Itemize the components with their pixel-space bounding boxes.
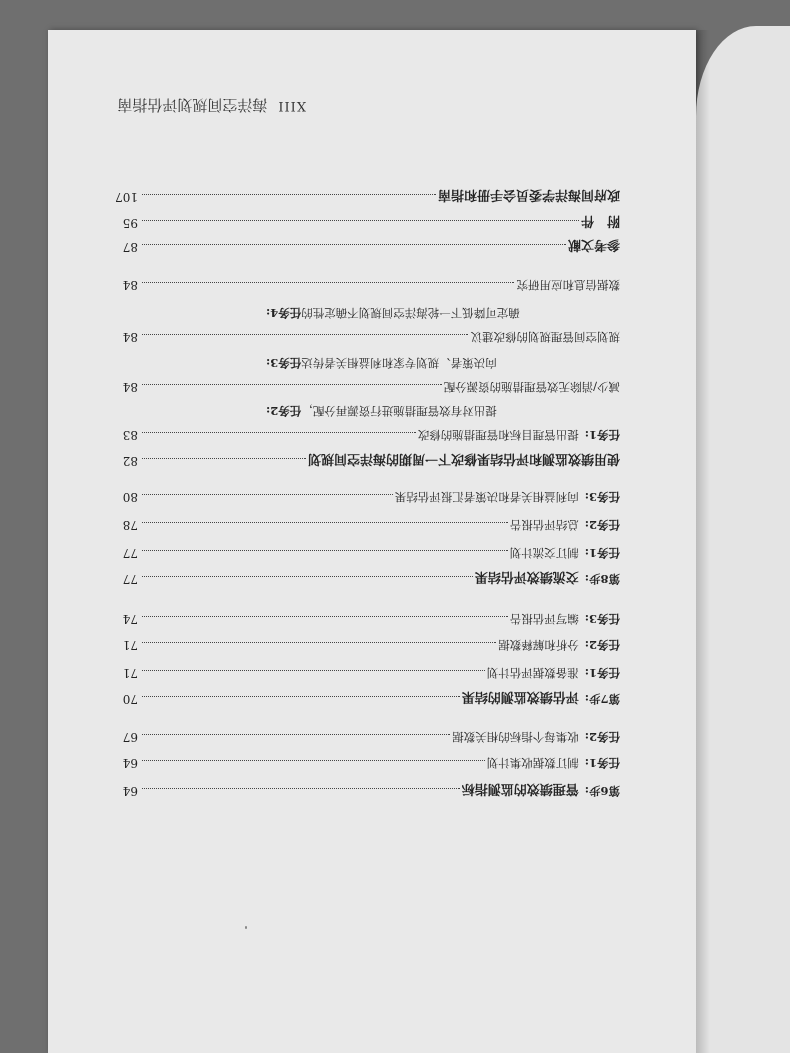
toc-entry	[112, 726, 620, 748]
toc-entry	[260, 400, 620, 422]
toc-entry-title: 规划空间管理规划的修改建议	[470, 330, 620, 344]
toc-entry-title: 管理绩效的监测指标	[461, 781, 579, 797]
toc-page-number: 84	[122, 380, 138, 394]
toc-entry	[112, 662, 620, 684]
toc-page-number: 71	[122, 666, 138, 680]
page-shadow	[696, 30, 710, 1053]
toc-entry-title: 向利益相关者和决策者汇报评估结果	[394, 490, 579, 504]
toc-entry	[112, 568, 620, 590]
toc-entry-title: 数据信息和应用研究	[516, 278, 620, 292]
toc-entry-title: 附 件	[580, 213, 620, 229]
toc-page-number: 84	[122, 330, 138, 344]
toc-leader-dots	[142, 335, 469, 336]
toc-page-number: 84	[122, 278, 138, 292]
toc-entry	[260, 352, 620, 374]
toc-leader-dots	[142, 283, 515, 284]
toc-entry-title: 减少/消除无效管理措施的资源分配	[443, 380, 620, 394]
toc-page-number: 78	[122, 518, 138, 532]
toc-entry-prefix: 任务1:	[584, 756, 620, 770]
toc-page-number: 80	[122, 490, 138, 504]
toc-entry	[112, 326, 620, 348]
toc-entry-prefix: 任务1:	[584, 546, 620, 560]
toc-page-number: 82	[122, 454, 138, 468]
toc-page-number: 67	[122, 730, 138, 744]
toc-leader-dots	[142, 495, 393, 496]
toc-entry	[112, 780, 620, 802]
toc-page-number: 87	[122, 240, 138, 254]
toc-page-number: 74	[122, 612, 138, 626]
toc-page-number: 71	[122, 638, 138, 652]
toc-entry	[112, 634, 620, 656]
toc-entry-prefix: 任务3:	[266, 356, 302, 370]
toc-entry	[112, 376, 620, 398]
toc-leader-dots	[142, 789, 460, 790]
toc-entry	[112, 450, 620, 472]
toc-page-number: 64	[122, 784, 138, 798]
toc-entry-title: 提出管理目标和管理措施的修改	[417, 428, 579, 442]
toc-leader-dots	[142, 551, 508, 552]
toc-entry-title: 提出对有效管理措施进行资源再分配，	[301, 404, 497, 418]
toc-entry-prefix: 任务1:	[584, 666, 620, 680]
toc-entry-title: 确定可降低下一轮海洋空间规划不确定性的	[301, 306, 520, 320]
toc-entry	[112, 424, 620, 446]
running-head-roman: XIII	[277, 98, 306, 114]
toc-entry-title: 制订交流计划	[509, 546, 579, 560]
toc-entry-prefix: 第7步:	[584, 692, 620, 706]
toc-leader-dots	[142, 697, 460, 698]
toc-page-number: 77	[122, 572, 138, 586]
toc-entry-title: 收集每个指标的相关数据	[452, 730, 579, 744]
toc-entry-title: 编写评估报告	[509, 612, 579, 626]
toc-entry	[260, 302, 620, 324]
toc-entry-title: 总结评估报告	[509, 518, 579, 532]
toc-entry	[112, 212, 620, 234]
toc-entry-prefix: 第6步:	[584, 784, 620, 798]
toc-leader-dots	[142, 643, 496, 644]
toc-leader-dots	[142, 617, 508, 618]
toc-page-number: 70	[122, 692, 138, 706]
toc-page-number: 83	[122, 428, 138, 442]
toc-entry-prefix: 第8步:	[584, 572, 620, 586]
running-head-title: 海洋空间规划评估指南	[117, 96, 268, 115]
toc-entry	[112, 688, 620, 710]
toc-entry-title: 参考文献	[567, 237, 620, 253]
toc-entry	[112, 236, 620, 258]
toc-entry-prefix: 任务2:	[584, 518, 620, 532]
toc-leader-dots	[142, 523, 508, 524]
toc-entry-title: 评估绩效监测的结果	[461, 689, 579, 705]
toc-leader-dots	[142, 459, 306, 460]
toc-entry	[112, 608, 620, 630]
toc-leader-dots	[142, 385, 442, 386]
toc-entry-title: 政府间海洋学委员会手册和指南	[437, 187, 620, 203]
toc-entry-prefix: 任务2:	[584, 638, 620, 652]
toc-entry-prefix: 任务1:	[584, 428, 620, 442]
toc-entry-prefix: 任务2:	[266, 404, 302, 418]
toc-page-number: 64	[122, 756, 138, 770]
toc-entry	[112, 752, 620, 774]
paper-speck	[245, 926, 247, 929]
toc-entry	[112, 542, 620, 564]
toc-entry-prefix: 任务4:	[266, 306, 302, 320]
toc-page-number: 95	[122, 216, 138, 230]
table-of-contents	[108, 168, 620, 798]
running-head	[96, 94, 306, 118]
toc-entry	[112, 486, 620, 508]
toc-entry-title: 使用绩效监测和评估结果修改下一周期的海洋空间规划	[307, 451, 620, 467]
toc-entry-prefix: 任务3:	[584, 612, 620, 626]
toc-entry-title: 制订数据收集计划	[486, 756, 579, 770]
toc-leader-dots	[142, 195, 436, 196]
toc-entry-prefix: 任务2:	[584, 730, 620, 744]
toc-entry-title: 分析和解释数据	[498, 638, 579, 652]
toc-page-number: 77	[122, 546, 138, 560]
toc-leader-dots	[142, 671, 485, 672]
toc-entry	[112, 274, 620, 296]
toc-entry-title: 交流绩效评估结果	[474, 569, 579, 585]
toc-entry-title: 向决策者、规划专家和利益相关者传达	[301, 356, 497, 370]
toc-leader-dots	[142, 577, 473, 578]
toc-entry	[112, 186, 620, 208]
toc-entry-prefix: 任务3:	[584, 490, 620, 504]
toc-entry-title: 准备数据评估计划	[486, 666, 579, 680]
toc-leader-dots	[142, 761, 485, 762]
toc-leader-dots	[142, 735, 450, 736]
toc-entry	[112, 514, 620, 536]
next-page-edge	[696, 26, 790, 1053]
toc-leader-dots	[142, 221, 579, 222]
toc-leader-dots	[142, 245, 566, 246]
toc-leader-dots	[142, 433, 416, 434]
toc-page-number: 107	[115, 190, 138, 204]
